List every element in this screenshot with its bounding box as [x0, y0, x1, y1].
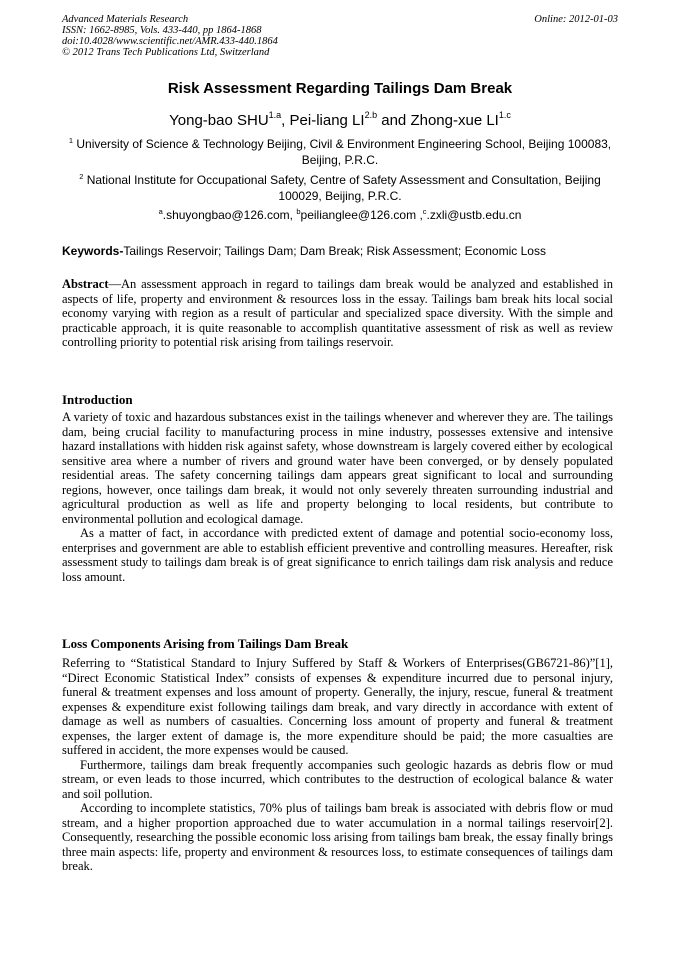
abstract-text: —An assessment approach in regard to tailings dam break would be analyzed and established in aspects of life, property and environment & resources loss in the essay. Tailings bam break hits local social economy varying with region as a result of particular and specialized space diversity. With the simple and practicable approach, it is quite reasonable to accomplish quantitative assessment of risk as well as review controlling priority to potential risk arising from tailings reservoir.: [62, 277, 613, 349]
email-link[interactable]: .shuyongbao@126.com,: [162, 208, 297, 222]
paragraph: According to incomplete statistics, 70% plus of tailings bam break is associated with debris flow or mud stream, and a higher proportion approached due to water accumulation in a normal tailings reservoir[2]. Consequently, researching the possible economic loss arising from tailings bam break, the essay finally brings three main aspects: life, property and environment & resources loss, to estimate consequences of tailings dam break.: [62, 801, 613, 873]
author-name: Pei-liang LI: [289, 112, 365, 129]
affiliation-text: National Institute for Occupational Safety, Centre of Safety Assessment and Consultation, Beijing 100029, Beijing, P.R.C.: [86, 173, 601, 203]
email-marker: b: [296, 207, 301, 216]
copyright-line: © 2012 Trans Tech Publications Ltd, Switzerland: [62, 47, 270, 58]
author-name: Yong-bao SHU: [169, 112, 269, 129]
keywords-text: Tailings Reservoir; Tailings Dam; Dam Break; Risk Assessment; Economic Loss: [123, 244, 546, 258]
paper-title: Risk Assessment Regarding Tailings Dam Break: [167, 80, 513, 97]
email-marker: a: [158, 207, 163, 216]
author-separator: and: [377, 112, 411, 129]
abstract-label: Abstract: [62, 277, 109, 291]
abstract: [62, 277, 613, 350]
author-superscript: 1.a: [268, 110, 282, 120]
affiliation-1: [62, 136, 618, 168]
author-list: [62, 112, 618, 129]
doi-line: doi:10.4028/www.scientific.net/AMR.433-440.1864: [62, 36, 278, 47]
author-separator: ,: [281, 112, 290, 129]
affiliation-text: University of Science & Technology Beijing, Civil & Environment Engineering School, Beijing 100083, Beijing, P.R.C.: [76, 137, 612, 167]
loss-components-body: [62, 656, 613, 874]
email-marker: c: [422, 207, 427, 216]
affiliation-2: [62, 172, 618, 204]
online-date: Online: 2012-01-03: [534, 14, 618, 25]
paragraph: Furthermore, tailings dam break frequently accompanies such geologic hazards as debris flow or mud stream, or even leads to those incurred, which contributes to the destruction of ecological balance & water and soil pollution.: [62, 757, 613, 801]
email-link[interactable]: peilianglee@126.com ,: [300, 208, 423, 222]
author-superscript: 2.b: [364, 110, 378, 120]
issn-line: ISSN: 1662-8985, Vols. 433-440, pp 1864-1868: [62, 25, 262, 36]
section-heading-loss-components: Loss Components Arising from Tailings Dam Break: [62, 636, 349, 651]
email-link[interactable]: .zxli@ustb.edu.cn: [426, 208, 522, 222]
paragraph: A variety of toxic and hazardous substances exist in the tailings whenever and wherever they are. The tailings dam, being crucial facility to manufacturing process in mine industry, possesses extensive and intensive hazard installations with hidden risk against safety, whose downstream is largely covered either by ecological sensitive area where a number of rivers and ground water have been converged, or by densely populated residential areas. The safety concerning tailings dam appears great significant to local and surrounding regions, however, once tailings dam break, it would not only severely threaten surrounding industrial and agricultural production as well as life and property belonging to local residents, but contribute to environmental pollution and ecological damage.: [62, 410, 613, 526]
introduction-body: [62, 410, 613, 584]
keywords: [62, 244, 618, 259]
author-superscript: 1.c: [498, 110, 511, 120]
author-name: Zhong-xue LI: [410, 112, 499, 129]
paragraph: As a matter of fact, in accordance with predicted extent of damage and potential socio-economy loss, enterprises and government are able to establish efficient preventive and controlling measures. Hereafter, risk assessment study to tailings dam break is of great significance to enrich tailings dam risk analysis and reduce loss amount.: [62, 526, 613, 584]
affiliation-marker: 2: [79, 172, 84, 181]
author-emails: [62, 207, 618, 223]
journal-header: [62, 14, 618, 58]
section-heading-introduction: Introduction: [62, 392, 133, 407]
journal-name: Advanced Materials Research: [62, 14, 189, 25]
keywords-label: Keywords-: [62, 244, 124, 258]
paragraph: Referring to “Statistical Standard to Injury Suffered by Staff & Workers of Enterprises(GB6721-86)”[1], “Direct Economic Statistical Index” consists of expenses & expenditure incurred due to personal injury, funeral & treatment expenses and loss amount of property. Generally, the injury, rescue, funeral & treatment expenses & expenditure exist following tailings dam break, and vary directly in accordance with extent of damage as well as numbers of casualties. Concerning loss amount of property and funeral & treatment expenses, the larger extent of damage is, the more expenditure should be paid; the more casualties are suffered in accident, the more expenses would be caused.: [62, 656, 613, 757]
affiliation-marker: 1: [68, 136, 74, 145]
